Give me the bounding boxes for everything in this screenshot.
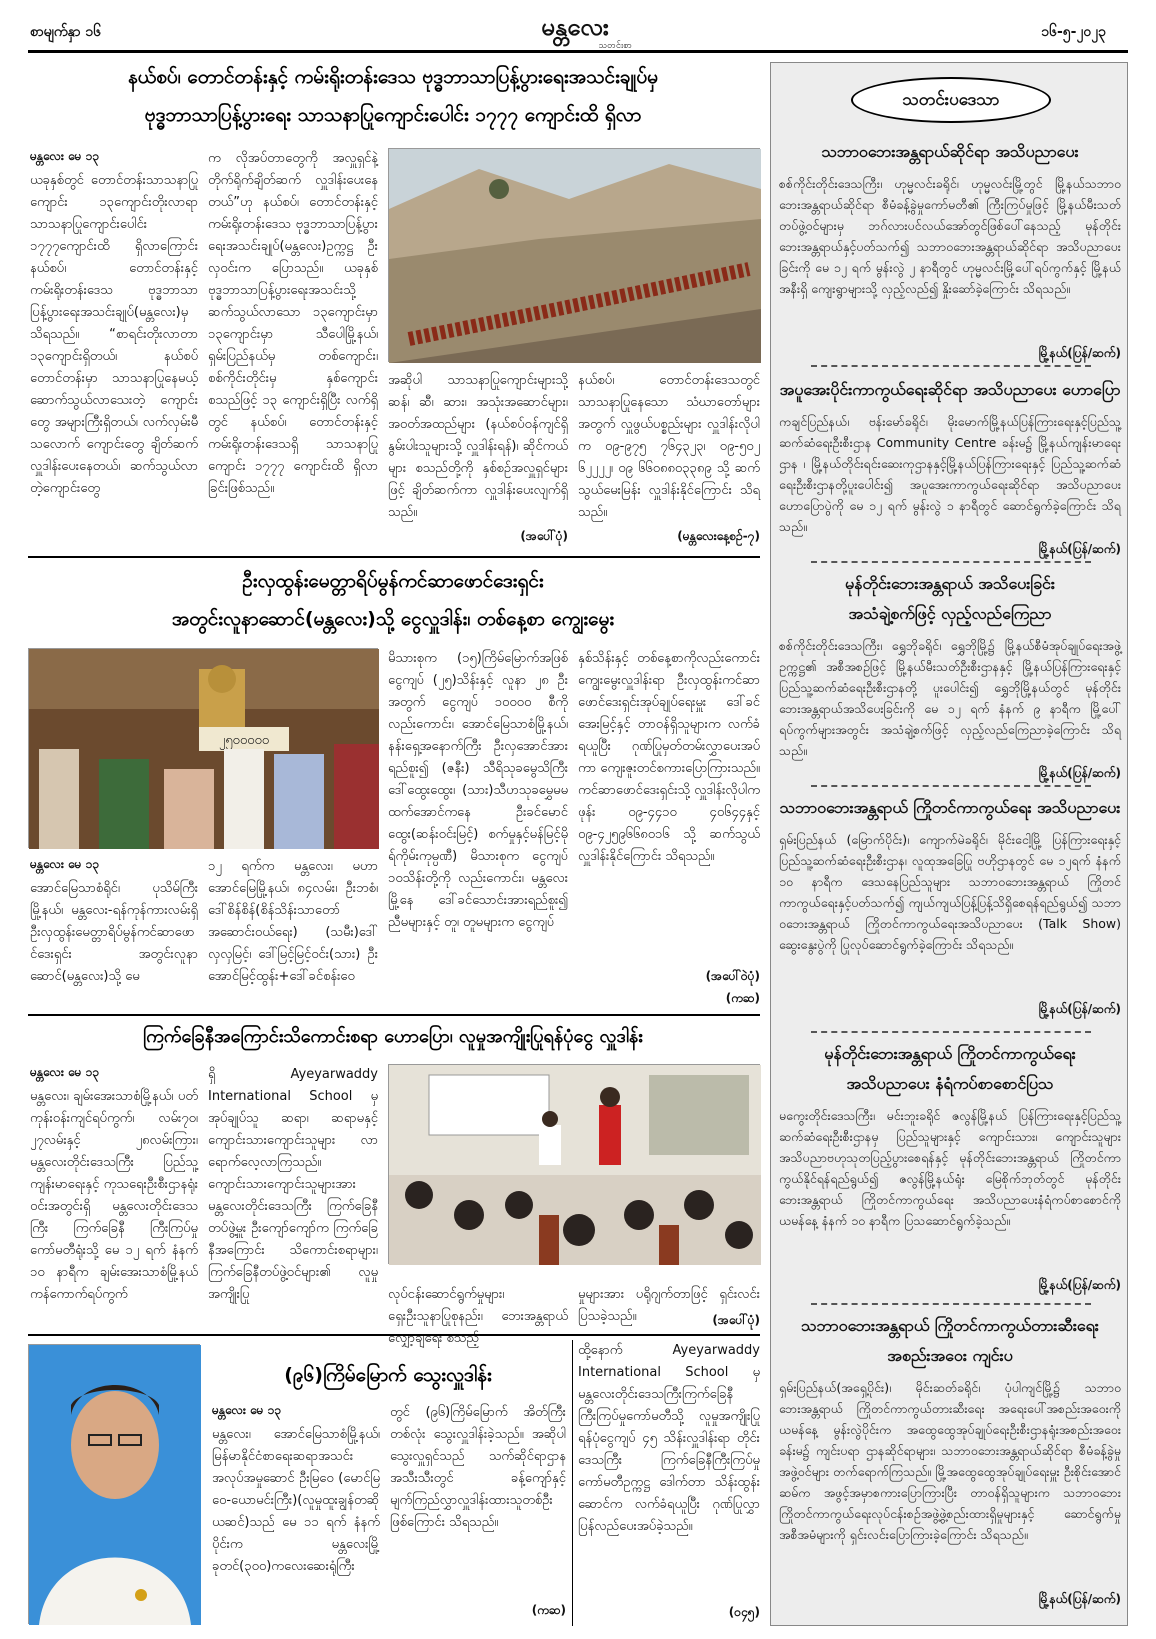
article-4-headline: (၉၆)ကြိမ်မြောက် သွေးလှူဒါန်း	[284, 1364, 492, 1386]
brief-headline: မုန်တိုင်းဘေးအန္တရာယ် ကြိုတင်ကာကွယ်ရေး	[824, 1044, 1076, 1063]
brief-source: မြို့နယ်(ပြန်/ဆက်)	[1038, 766, 1121, 780]
article-1-col-2: က လိုအပ်တာတွေကို အလှူရှင်နဲ့ တိုက်ရိုက်ချိတ်ဆက် လှူဒါန်းပေးနေတယ်”ဟု နယ်စပ်၊ တောင်တန်းနှင့် ကမ်းရိုးတန်းဒေသ ဗုဒ္ဓဘာသာပြန့်ပွားရေးအသင်းချုပ်(မန္တလေး)ဥက္ကဋ္ဌ ဦးလှဝင်းက ပြောသည်။ ယခုနှစ် ဗုဒ္ဓဘာသာပြန့်ပွားရေးအသင်းသို့ ဆက်သွယ်လာသော ၁၃ကျောင်းမှာ ၁၃ကျောင်းမှာ သီပေါမြို့နယ်၊ ရှမ်းပြည်နယ်မှ တစ်ကျောင်း၊ စစ်ကိုင်းတိုင်းမှ နှစ်ကျောင်းစသည်ဖြင့် ၁၃ ကျောင်းရှိပြီး လက်ရှိတွင် နယ်စပ်၊ တောင်တန်းနှင့် ကမ်းရိုးတန်းဒေသရှိ သာသနာပြုကျောင်း ၁၇၇၇ ကျောင်းထိ ရှိလာခြင်းဖြစ်သည်။	[208, 151, 378, 496]
brief-body: ရှမ်းပြည်နယ် (မြောက်ပိုင်း)၊ ကျောက်မဲခရိုင်၊ မိုင်းငေါ့မြို့ ပြန်ကြားရေးနှင့် ပြည်သူ့ဆက်ဆံရေးဦးစီးဌာန၊ လူထုအခြေပြု ဗဟိုဌာနတွင် မေ ၁၂ရက် နံနက် ၁၀ နာရီက ဒေသနေပြည်သူများ သဘာဝဘေးအန္တရာယ် ကြိုတင်ကာကွယ်ရေးနှင့်ပတ်သက်၍ ကျယ်ကျယ်ပြန့်ပြန့်သိရှိစေရန်ရည်ရွယ်၍ သဘာဝဘေးအန္တရာယ် ကြိုတင်ကာကွယ်ရေးအသိပညာပေး (Talk Show) ဆွေးနွေးပွဲကို ပြုလုပ်ဆောင်ရွက်ခဲ့ကြောင်း သိရသည်။	[779, 832, 1121, 952]
donation-ceremony-photo	[28, 648, 378, 848]
article-2-headline: ဦးလှထွန်းမေတ္တာရိပ်မွန်ကင်ဆာဖောင်ဒေးရှင်း	[242, 570, 544, 592]
article-1-source: (မန္တလေးနေ့စဉ်-၇)	[677, 529, 760, 543]
article-2-photo-ref: (အပေါ်ဝဲပုံ)	[705, 969, 760, 983]
brief-5	[779, 1039, 1121, 1295]
brief-body: ရှမ်းပြည်နယ်(အရှေ့ပိုင်း)၊ မိုင်းဆတ်ခရိုင်၊ ပုံပါကျင်မြို့၌ သဘာဝဘေးအန္တရာယ် ကြိုတင်ကာကွယ်တားဆီးရေး အရေးပေါ်အစည်းအဝေးကို ယမန်နေ့ မွန်းလွဲပိုင်းက အထွေထွေအုပ်ချုပ်ရေးဦးစီးဌာနရုံးအစည်းအဝေးခန်းမ၌ ကျင်းပရာ ဌာနဆိုင်ရာများ၊ သဘာဝဘေးအန္တရာယ်ဆိုင်ရာ စီမံခန့်ခွဲမှုအဖွဲ့ဝင်များ တက်ရောက်ကြသည်။ မြို့အထွေထွေအုပ်ချုပ်ရေးမှူး ဦးစိုင်းအောင်ဆမ်က အဖွင့်အမှာစကားပြောကြားပြီး တာဝန်ရှိသူများက သဘာဝဘေးကြိုတင်ကာကွယ်ရေးလုပ်ငန်းစဉ်အဖွဲ့ဖွဲ့စည်းထားရှိမှုများနှင့် ဆောင်ရွက်မှုအစီအမံများကို ရှင်းလင်းပြောကြားခဲ့ကြောင်း သိရသည်။	[779, 1380, 1121, 1542]
article-4-byline: မန္တလေး မေ ၁၃	[212, 1403, 282, 1417]
brief-3	[779, 569, 1121, 783]
brief-headline-2: အသံချဲ့စက်ဖြင့် လှည့်လည်ကြေညာ	[848, 604, 1052, 623]
brief-headline: သဘာဝဘေးအန္တရာယ် ကြိုတင်ကာကွယ်တားဆီးရေး	[801, 1316, 1099, 1335]
brief-source: မြို့နယ်(ပြန်/ဆက်)	[1038, 1002, 1121, 1016]
article-3-col-3: လုပ်ငန်းဆောင်ရွက်မှုများ၊ ရှေးဦးသူနာပြုစုနည်း၊ ဘေးအန္တရာယ်လျှော့ချရေး စသည့်	[388, 1287, 568, 1346]
brief-divider	[811, 1303, 1091, 1305]
article-1-col-3: အဆိုပါ သာသနာပြုကျောင်းများသို့ ဆန်၊ ဆီ၊ ဆား၊ အသုံးအဆောင်များ၊ အဝတ်အထည်များ (နယ်စပ်ဝန်ကျင်ရှိ နွမ်းပါးသူများသို့ လှူဒါန်းရန်)၊ ဆိုင်ကယ်များ စသည်တို့ကို နှစ်စဉ်အလှူရှင်များဖြင့် ချိတ်ဆက်ကာ လှူဒါန်းပေးလျက်ရှိသည်။	[388, 373, 568, 520]
brief-divider	[811, 561, 1091, 563]
article-3-continued: ထို့နောက် Ayeyarwaddy International School မှ မန္တလေးတိုင်းဒေသကြီးကြက်ခြေနီ ကြီးကြပ်မှုကော်မတီသို့ လူမှုအကျိုးပြုရန်ပုံငွေကျပ် ၄၅ သိန်းလှူဒါန်းရာ တိုင်းဒေသကြီး ကြက်ခြေနီကြီးကြပ်မှုကော်မတီဥက္ကဋ္ဌ ဒေါက်တာ သိန်းထွန်းဆောင်က လက်ခံရယူပြီး ဂုဏ်ပြုလွှာ ပြန်လည်ပေးအပ်ခဲ့သည်။	[578, 1343, 760, 1534]
brief-source: မြို့နယ်(ပြန်/ဆက်)	[1038, 1278, 1121, 1292]
article-2-col-1: အောင်မြေသာစံရိုင်၊ ပုသိမ်ကြီးမြို့နယ်၊ မန္တလေး-ရန်ကုန်ကားလမ်းရှိ ဦးလှထွန်းမေတ္တာရိပ်မွန်ကင်ဆာဖောင်ဒေးရှင်း အတွင်းလူနာဆောင်(မန္တလေး)သို့ မေ	[30, 881, 198, 984]
article-2-col-4: နှစ်သိန်းနှင့် တစ်နေ့စာကိုလည်းကောင်း ကျွေးမွေးလှူဒါန်းရာ ဦးလှထွန်းကင်ဆာဖောင်ဒေးရှင်းအုပ်ချုပ်ရေးမှူး ဒေါ်ခင်အေးမြင့်နှင့် တာဝန်ရှိသူများက လက်ခံရယူပြီး ဂုဏ်ပြုမှတ်တမ်းလွှာပေးအပ်ကာ ကျေးဇူးတင်စကားပြောကြားသည်။ ကင်ဆာဖောင်ဒေးရှင်းသို့ လှူဒါန်းလိုပါက ဖုန်း ၀၉-၄၄၁၀ ၄၀၆၄၄နှင့် ၀၉-၄၂၅၉၆၆၈၀၁၆ သို့ ဆက်သွယ်လှူဒါန်းနိုင်ကြောင်း သိရသည်။	[578, 651, 761, 864]
donation-ceremony-image	[29, 649, 379, 849]
article-4-col-2: တွင် (၉၆)ကြိမ်မြောက် အိတ်ကြီးတစ်လုံး သွေးလှူဒါန်းခဲ့သည်။ အဆိုပါသွေးလှူရှင်သည် သက်ဆိုင်ရာဌာနအသီးသီးတွင် ခန့်ကျော်နှင့် မျက်ကြည်လွှာလှူဒါန်းထားသူတစ်ဦးဖြစ်ကြောင်း သိရသည်။	[390, 1405, 566, 1530]
article-3-photo-ref: (အပေါ်ပုံ)	[712, 1313, 760, 1327]
article-3-col-2: ရှိ Ayeyarwaddy International School မှ အုပ်ချုပ်သူ ဆရာ၊ ဆရာမနှင့်ကျောင်းသားကျောင်းသူများ လာရောက်လေ့လာကြသည်။ ကျောင်းသားကျောင်းသူများအား မန္တလေးတိုင်းဒေသကြီး ကြက်ခြေနီတပ်ဖွဲ့မှူး ဦးကျော်ကျော်က ကြက်ခြေနီအကြောင်း သိကောင်းစရာများ၊ ကြက်ခြေနီတပ်ဖွဲ့ဝင်များ၏ လူမှုအကျိုးပြု	[208, 1067, 378, 1302]
brief-1	[779, 137, 1121, 363]
masthead-subtitle: သတင်းစာ	[598, 41, 632, 51]
section-rule	[28, 1014, 760, 1016]
brief-body: စစ်ကိုင်းတိုင်းဒေသကြီး၊ ရွှေဘိုခရိုင်၊ ရွှေဘိုမြို့၌ မြို့နယ်စီမံအုပ်ချုပ်ရေးအဖွဲ့ဥက္ကဋ္ဌ၏ အစီအစဉ်ဖြင့် မြို့နယ်မီးသတ်ဦးစီးဌာနနှင့် မြို့နယ်ပြန်ကြားရေးနှင့်ပြည်သူ့ဆက်ဆံရေးဦးစီးဌာနတို့ ပူးပေါင်း၍ ရွှေဘိုမြို့နယ်တွင် မုန်တိုင်းဘေးအန္တရာယ်အသိပေးခြင်းကို မေ ၁၂ ရက် နံနက် ၉ နာရီက မြို့ပေါ်ရပ်ကွက်များအတွင်း အသံချဲ့စက်ဖြင့် လှည့်လည်ကြေညာခဲ့ကြောင်း သိရသည်။	[779, 638, 1121, 758]
article-1-byline: မန္တလေး မေ ၁၃	[30, 149, 100, 163]
brief-body: စစ်ကိုင်းတိုင်းဒေသကြီး၊ ဟုမ္မလင်းခရိုင်၊ ဟုမ္မလင်းမြို့တွင် မြို့နယ်သဘာဝဘေးအန္တရာယ်ဆိုင်ရာ စီမံခန့်ခွဲမှုကော်မတီ၏ ကြီးကြပ်မှုဖြင့် မြို့နယ်မီးသတ်တပ်ဖွဲ့ဝင်များမှ ဘဂ်လားပင်လယ်အော်တွင်ဖြစ်ပေါ်နေသည့် မုန်တိုင်းဘေးအန္တရာယ်နှင့်ပတ်သက်၍ သဘာဝဘေးအန္တရာယ်ဆိုင်ရာ အသိပညာပေးခြင်းကို မေ ၁၂ ရက် မွန်းလွဲ ၂ နာရီတွင် ဟုမ္မလင်းမြို့ပေါ်ရပ်ကွက်နှင့် မြို့နယ်အနီးရှိ ကျေးရွာများသို့ လှည့်လည်၍ နှိုးဆော်ခဲ့ကြောင်း သိရသည်။	[779, 176, 1121, 296]
red-cross-talk-photo	[388, 1064, 760, 1264]
article-1-col-1: ယခုနှစ်တွင် တောင်တန်းသာသနာပြုကျောင်း ၁၃ကျောင်းတိုးလာရာ သာသနာပြုကျောင်းပေါင်း ၁၇၇၇ကျောင်းထိ ရှိလာကြောင်း နယ်စပ်၊ တောင်တန်းနှင့် ကမ်းရိုးတန်းဒေသ ဗုဒ္ဓဘာသာပြန့်ပွားရေးအသင်းချုပ်(မန္တလေး)မှ သိရသည်။ “စာရင်းတိုးလာတာ ၁၃ကျောင်းရှိတယ်၊ နယ်စပ်တောင်တန်းမှာ သာသနာပြုနေမယ့် ဆောက်သွယ်လာသေးတဲ့ ကျောင်းတွေ အများကြီးရှိတယ်၊ လက်လှမ်းမီသလောက် ကျောင်းတွေ ချိတ်ဆက် လှူဒါန်းပေးနေတယ်၊ ဆက်သွယ်လာတဲ့ကျောင်းတွေ	[30, 173, 198, 496]
article-2-source: (ကဆ)	[725, 991, 760, 1005]
brief-source: မြို့နယ်(ပြန်/ဆက်)	[1038, 346, 1121, 360]
red-cross-talk-image	[389, 1065, 761, 1265]
masthead-logo	[500, 14, 650, 53]
column-rule	[572, 1340, 573, 1626]
brief-source: မြို့နယ်(ပြန်/ဆက်)	[1038, 542, 1121, 556]
brief-divider	[811, 785, 1091, 787]
brief-body: ကချင်ပြည်နယ်၊ ဗန်းမော်ခရိုင်၊ မိုးမောက်မြို့နယ်ပြန်ကြားရေးနှင့်ပြည်သူ့ဆက်ဆံရေးဦးစီးဌာန Community Centre ခန်းမ၌ မြို့နယ်ကျန်းမာရေးဌာန ၊ မြို့နယ်တိုင်းရင်းဆေးကုဌာနနှင့်မြို့နယ်ပြန်ကြားရေးနှင့် ပြည်သူ့ဆက်ဆံရေးဦးစီးဌာနတို့ပူးပေါင်း၍ အပူအေးကာကွယ်ရေးဆိုင်ရာ အသိပညာပေးဟောပြောပွဲကို မေ ၁၂ ရက် မွန်းလွဲ ၁ နာရီတွင် ဆောင်ရွက်ခဲ့ကြောင်း သိရသည်။	[779, 414, 1121, 534]
article-1-photo-ref: (အပေါ်ပုံ)	[520, 529, 568, 543]
article-2-byline: မန္တလေး မေ ၁၃	[30, 857, 100, 871]
brief-body: မကွေးတိုင်းဒေသကြီး၊ မင်းဘူးခရိုင် ဇလွန်မြို့နယ် ပြန်ကြားရေးနှင့်ပြည်သူ့ဆက်ဆံရေးဦးစီးဌာနမှ ပြည်သူများနှင့် ကျောင်းသား၊ ကျောင်းသူများ အသိပညာဗဟုသုတပြည့်ပွားစေရန်နှင့် မုန်တိုင်းဘေးအန္တရာယ် ကြိုတင်ကာကွယ်နိုင်ရန်ရည်ရွယ်၍ ဇလွန်မြို့နယ်ရုံး မြေစိုက်ဘုတ်တွင် မုန်တိုင်းဘေးအန္တရာယ် ကြိုတင်ကာကွယ်ရေး အသိပညာပေးနံရံကပ်စာစောင်ကို ယမန်နေ့ နံနက် ၁၀ နာရီက ပြသဆောင်ရွက်ခဲ့သည်။	[779, 1108, 1121, 1228]
article-3-col-4: မှုများအား ပရိုဂျက်တာဖြင့် ရှင်းလင်းပြသခဲ့သည်။	[578, 1287, 760, 1324]
brief-6	[779, 1311, 1121, 1609]
section-rule	[28, 1334, 760, 1336]
article-1-col-4: နယ်စပ်၊ တောင်တန်းဒေသတွင် သာသနာပြုနေသော သံဃာတော်များအတွက် လှူဖွယ်ပစ္စည်းများ လှူဒါန်းလိုပါက ၀၉-၉၇၅ ၇၆၄၃၂၃၊ ၀၉-၅၀၂ ၆၂၂၂၂၊ ၀၉ ၆၆၀၈၈၀၃၃၈၉ သို့ ဆက်သွယ်မေးမြန်း လှူဒါန်းနိုင်ကြောင်း သိရသည်။	[578, 373, 760, 520]
donor-portrait-photo	[28, 1344, 200, 1624]
article-3-byline: မန္တလေး မေ ၁၃	[30, 1065, 100, 1079]
masthead-title: မန္တလေး	[541, 12, 609, 41]
sidebar-news-briefs	[770, 62, 1128, 1626]
brief-2	[779, 375, 1121, 559]
brief-4	[779, 793, 1121, 1019]
brief-divider	[811, 365, 1091, 367]
article-4-source: (ကဆ)	[531, 1603, 566, 1617]
brief-headline: သဘာဝဘေးအန္တရာယ်ဆိုင်ရာ အသိပညာပေး	[821, 142, 1079, 161]
article-2-col-3: မိသားစုက (၁၅)ကြိမ်မြောက်အဖြစ် ငွေကျပ် (၂၅)သိန်းနှင့် လူနာ ၂၈ ဦးအတွက် ငွေကျပ် ၁၀၀၀၀ စီကို လည်းကောင်း၊ အောင်မြေသာစံမြို့နယ်၊ နန်းရှေ့အနောက်ကြီး ဦးလှအောင်အားရည်စူး၍ (ဇနီး) သီရိသုခမွေသိကြီးဒေါ်ထွေးထွေး၊ (သား)သီဟသုခမွှေမမထက်အောင်ကနေ ဦးခင်မောင်ထွေး(ဆန်းဝင်းမြင့်) စက်မှုနှင့်မန်မြင့်မိုရ်ကိုမ်းကုမ္ပဏီ) မိသားစုက ငွေကျပ် ၁၀သိန်းတို့ကို လည်းကောင်း၊ မန္တလေးမြို့နေ ဒေါ်ခင်သောင်းအားရည်စူး၍ ညီမများနှင့် တူ၊ တူမများက ငွေကျပ်	[388, 651, 568, 930]
brief-headline: အပူအေးပိုင်းကာကွယ်ရေးဆိုင်ရာ အသိပညာပေး ဟောပြော	[779, 380, 1121, 399]
brief-divider	[811, 1031, 1091, 1033]
article-1-headline-2: ဗုဒ္ဓဘာသာပြန့်ပွားရေး သာသနာပြုကျောင်းပေါင်း ၁၇၇၇ ကျောင်းထိ ရှိလာ	[144, 104, 642, 126]
sidebar-badge: သတင်းပဒေသာ	[851, 77, 1051, 123]
article-3-continued-source: (ဝ၄၅)	[728, 1605, 760, 1619]
brief-headline-2: အသိပညာပေး နံရံကပ်စာစောင်ပြသ	[846, 1074, 1054, 1093]
article-1-headline: နယ်စပ်၊ တောင်တန်းနှင့် ကမ်းရိုးတန်းဒေသ ဗုဒ္ဓဘာသာပြန့်ပွားရေးအသင်းချုပ်မှ	[127, 66, 659, 88]
monks-procession-image	[389, 149, 761, 363]
donor-portrait-image	[29, 1345, 201, 1625]
issue-date: ၁၆-၅-၂၀၂၃	[1041, 24, 1106, 40]
brief-headline-2: အစည်းအဝေး ကျင်းပ	[887, 1346, 1013, 1365]
monks-procession-photo	[388, 148, 760, 362]
article-2-headline-2: အတွင်းလူနာဆောင်(မန္တလေး)သို့ ငွေလှူဒါန်း၊ တစ်နေ့စာ ကျွေးမွေး	[171, 608, 615, 630]
brief-headline: မုန်တိုင်းဘေးအန္တရာယ် အသိပေးခြင်း	[845, 574, 1055, 593]
article-2-col-2: ၁၂ ရက်က မန္တလေး၊ မဟာအောင်မြေမြို့နယ်၊ ၈၄လမ်း၊ ဦးဘစံ၊ ဒေါ်စိန်စိန်(စိန်သိန်းသာတော်အဆောင်းဝယ်ရေး) (သမီး)ဒေါ်လှလှမြင့်၊ ဒေါ်မြင့်မြင့်ဝင်း(သား) ဦးအောင်မြင့်ထွန်း+ဒေါ်ခင်စန်းဝေ	[208, 859, 378, 984]
section-rule	[28, 556, 760, 558]
header-rule	[28, 50, 1128, 53]
brief-source: မြို့နယ်(ပြန်/ဆက်)	[1038, 1592, 1121, 1606]
article-3-headline: ကြက်ခြေနီအကြောင်းသိကောင်းစရာ ဟောပြော၊ လူမှုအကျိုးပြုရန်ပုံငွေ လှူဒါန်း	[143, 1026, 643, 1047]
page-number: စာမျက်နှာ ၁၆	[30, 24, 102, 40]
donation-board-text: ၂၅၀၀၀၀၀	[218, 733, 270, 748]
article-4-col-1: မန္တလေး၊ အောင်မြေသာစံမြို့နယ်၊ မြန်မာနိုင်ငံစာရေးဆရာအသင်းအလုပ်အမှုဆောင် ဦးမြဝေ (မောင်မြဝေ-ယောမင်းကြီး)(လူမှုထူးချွန်တဆိုယဆင်)သည် မေ ၁၁ ရက် နံနက်ပိုင်းက မန္တလေးမြို့ ခုတင်(၃၀၀)ကလေးဆေးရုံကြီး	[212, 1427, 380, 1574]
brief-headline: သဘာဝဘေးအန္တရာယ် ကြိုတင်ကာကွယ်ရေး အသိပညာပေး	[779, 798, 1121, 817]
article-3-col-1: မန္တလေး၊ ချမ်းအေးသာစံမြို့နယ်၊ ပတ်ကုန်းဝန်းကျင်ရပ်ကွက်၊ လမ်း၇၀၊ ၂၇လမ်းနှင့် ၂၈လမ်းကြား၊ မန္တလေးတိုင်းဒေသကြီး ပြည်သူ့ကျန်းမာရေးနှင့် ကုသရေးဦးစီးဌာနရုံးဝင်းအတွင်းရှိ မန္တလေးတိုင်းဒေသကြီး ကြက်ခြေနီ ကြီးကြပ်မှုကော်မတီရုံးသို့ မေ ၁၂ ရက် နံနက် ၁၀ နာရီက ချမ်းအေးသာစံမြို့နယ် ကန်ကောက်ရပ်ကွက်	[30, 1089, 198, 1302]
